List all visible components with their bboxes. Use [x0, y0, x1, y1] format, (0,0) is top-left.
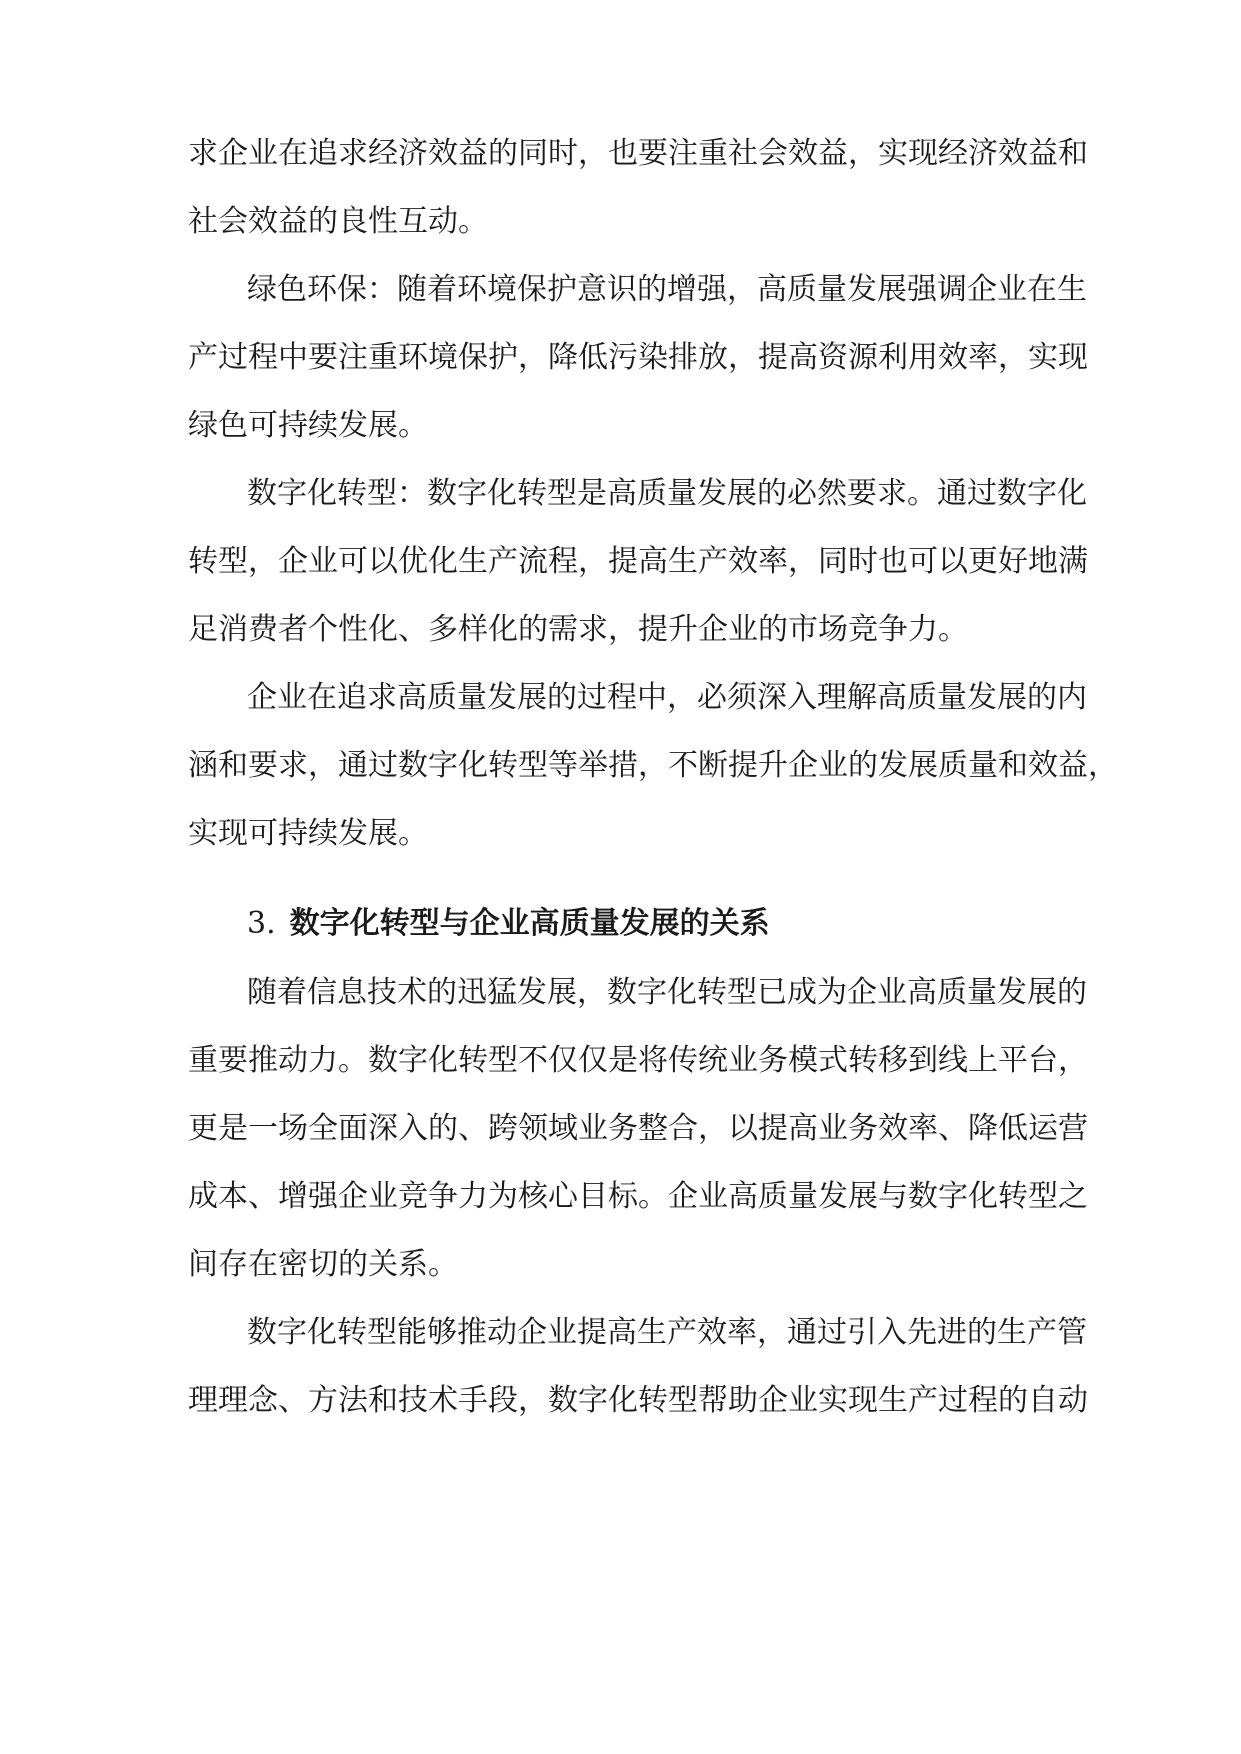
section-title: 数字化转型与企业高质量发展的关系	[289, 906, 770, 941]
text-line-7: 转型，企业可以优化生产流程，提高生产效率，同时也可以更好地满	[188, 544, 1088, 579]
text-line-9: 企业在追求高质量发展的过程中，必须深入理解高质量发展的内	[247, 680, 1087, 715]
text-line-13: 重要推动力。数字化转型不仅仅是将传统业务模式转移到线上平台，	[188, 1043, 1088, 1078]
section-number: 3.	[247, 906, 276, 941]
text-line-6: 数字化转型：数字化转型是高质量发展的必然要求。通过数字化	[247, 476, 1087, 511]
text-line-15: 成本、增强企业竞争力为核心目标。企业高质量发展与数字化转型之	[188, 1179, 1088, 1214]
text-line-16: 间存在密切的关系。	[188, 1247, 458, 1282]
text-line-14: 更是一场全面深入的、跨领域业务整合，以提高业务效率、降低运营	[188, 1111, 1088, 1146]
text-line-1: 求企业在追求经济效益的同时，也要注重社会效益，实现经济效益和	[188, 136, 1088, 171]
text-line-17: 数字化转型能够推动企业提高生产效率，通过引入先进的生产管	[247, 1315, 1087, 1350]
section-heading	[247, 904, 770, 944]
text-line-5: 绿色可持续发展。	[188, 408, 428, 443]
text-line-2: 社会效益的良性互动。	[188, 204, 488, 239]
text-line-3: 绿色环保：随着环境保护意识的增强，高质量发展强调企业在生	[247, 272, 1087, 307]
text-line-11: 实现可持续发展。	[188, 816, 428, 851]
text-line-10: 涵和要求，通过数字化转型等举措，不断提升企业的发展质量和效益，	[188, 748, 1118, 783]
text-line-8: 足消费者个性化、多样化的需求，提升企业的市场竞争力。	[188, 612, 968, 647]
text-line-12: 随着信息技术的迅猛发展，数字化转型已成为企业高质量发展的	[247, 975, 1087, 1010]
text-line-4: 产过程中要注重环境保护，降低污染排放，提高资源利用效率，实现	[188, 340, 1088, 375]
text-line-18: 理理念、方法和技术手段，数字化转型帮助企业实现生产过程的自动	[188, 1383, 1088, 1418]
